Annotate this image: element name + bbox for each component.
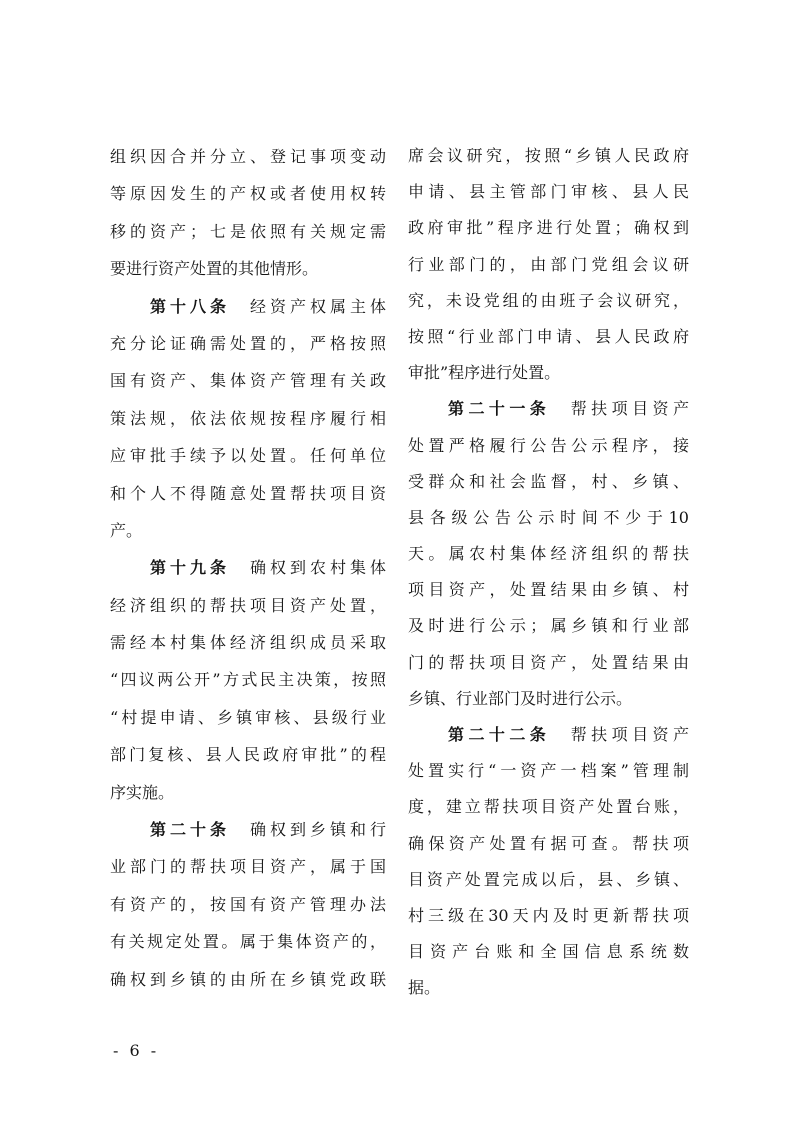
text-line: 席会议研究，按照“乡镇人民政府 [408,146,689,165]
text-line: 行业部门的，由部门党组会议研 [408,254,689,274]
text-line: 产。 [110,520,143,540]
text-line: 天。属农村集体经济组织的帮扶 [408,544,689,564]
text-line: 究，未设党组的由班子会议研究， [408,290,689,310]
text-line: 充分论证确需处置的，严格按照 [110,333,386,353]
article-label: 第二十二条 [448,725,551,744]
text-line: “村提申请、乡镇审核、县级行业 [110,707,386,727]
text-line: 国有资产、集体资产管理有关政 [110,371,386,391]
paragraph-article-18 [110,288,386,550]
text-line: 第二十条 确权到乡镇和行 [150,820,386,840]
text-line: 目资产处置完成以后，县、乡镇、 [408,869,689,889]
text-line: 目资产台账和全国信息系统数 [408,942,689,962]
article-label: 第二十一条 [448,399,551,419]
text-line: 确权到乡镇的由所在乡镇党政联 [110,969,386,989]
text-line: 及时进行公示；属乡镇和行业部 [408,616,689,636]
text-line: 乡镇、行业部门及时进行公示。 [408,688,633,708]
text-line: 门的帮扶项目资产，处置结果由 [408,652,689,672]
text-column-left [110,138,386,998]
text-line: 项目资产，处置结果由乡镇、村 [408,580,689,600]
text-line: 按照“行业部门申请、县人民政府 [408,326,689,346]
text-line: 业部门的帮扶项目资产，属于国 [110,857,386,877]
text-line: 处置严格履行公告公示程序，接 [408,435,689,455]
text-line: 第二十一条 帮扶项目资产 [448,399,689,419]
text-line: 组织因合并分立、登记事项变动 [110,147,386,166]
text-column-right [408,138,689,1007]
paragraph-article-19 [110,549,386,811]
text-line: 第十九条 确权到农村集体 [150,558,386,578]
text-line: 有资产的，按国有资产管理办法 [110,894,386,914]
text-line: 等原因发生的产权或者使用权转 [110,184,386,204]
paragraph-article-20 [110,811,386,998]
text-line: 申请、县主管部门审核、县人民 [408,182,689,202]
text-line: 审批”程序进行处置。 [408,363,561,383]
text-line: 据。 [408,978,441,998]
article-label: 第十九条 [150,558,230,578]
text-line: 和个人不得随意处置帮扶项目资 [110,483,386,503]
paragraph-article-21 [408,391,689,717]
text-line: 移的资产；七是依照有关规定需 [110,221,386,241]
text-line: 策法规，依法依规按程序履行相 [110,408,386,428]
text-line: 村三级在30天内及时更新帮扶项 [408,905,689,925]
text-line: “四议两公开”方式民主决策，按照 [110,670,386,690]
text-line: 确保资产处置有据可查。帮扶项 [408,833,689,853]
text-line: 第十八条 经资产权属主体 [150,296,386,316]
text-line: 受群众和社会监督，村、乡镇、 [408,471,689,491]
text-line: 县各级公告公示时间不少于10 [408,507,689,527]
text-line: 处置实行“一资产一档案”管理制 [408,761,689,781]
text-line: 经济组织的帮扶项目资产处置， [110,595,386,615]
text-line: 政府审批”程序进行处置；确权到 [408,218,689,238]
text-line: 要进行资产处置的其他情形。 [110,259,319,279]
page-number: - 6 - [113,1041,160,1060]
article-label: 第二十条 [150,820,230,840]
paragraph-article-20-continuation [408,138,689,391]
text-line: 应审批手续予以处置。任何单位 [110,446,386,466]
text-line: 部门复核、县人民政府审批”的程 [110,745,386,765]
paragraph-continuation-from-previous-page [110,138,386,288]
paragraph-article-22 [408,717,689,1007]
text-line: 第二十二条 帮扶项目资产 [448,725,689,744]
text-line: 需经本村集体经济组织成员采取 [110,633,386,653]
text-line: 有关规定处置。属于集体资产的， [110,932,386,952]
text-line: 序实施。 [110,782,175,802]
article-label: 第十八条 [150,296,230,316]
text-line: 度，建立帮扶项目资产处置台账， [408,797,689,817]
